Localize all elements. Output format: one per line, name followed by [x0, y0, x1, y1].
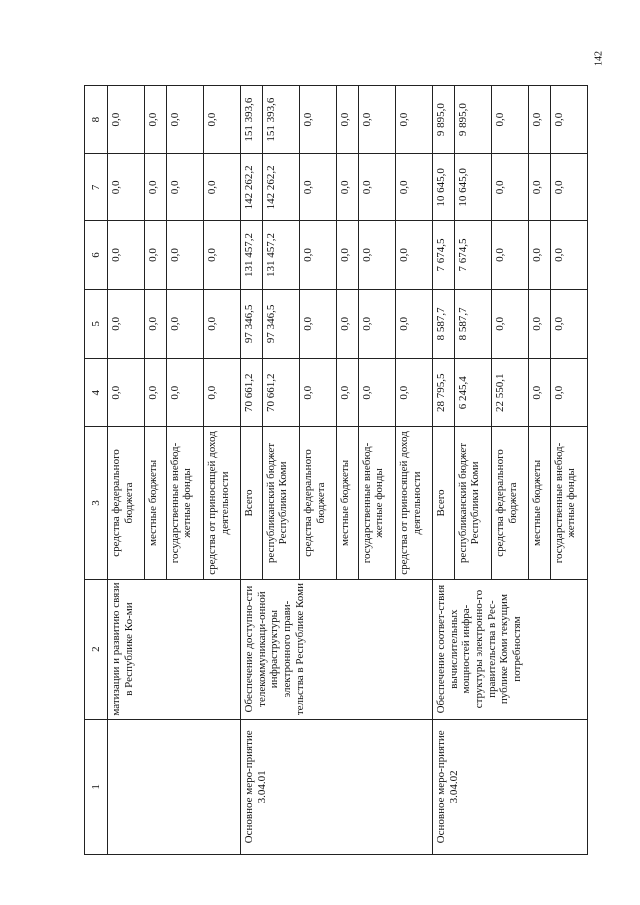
value-cell: 0,0: [529, 359, 551, 427]
value-cell: 0,0: [395, 289, 432, 358]
funding-source-cell: местные бюджеты: [337, 427, 359, 579]
value-cell: 0,0: [337, 221, 359, 289]
value-cell: 0,0: [166, 221, 203, 289]
value-cell: 131 457,2: [241, 221, 263, 289]
value-cell: 0,0: [395, 154, 432, 221]
value-cell: 0,0: [550, 289, 587, 358]
header-cell-5: 5: [85, 289, 108, 358]
value-cell: 151 393,6: [262, 86, 299, 154]
value-cell: 0,0: [550, 359, 587, 427]
header-row: [85, 86, 108, 855]
value-cell: 142 262,2: [241, 154, 263, 221]
value-cell: 0,0: [337, 154, 359, 221]
funding-source-cell: средства федерального бюджета: [299, 427, 336, 579]
value-cell: 0,0: [145, 86, 167, 154]
page-number: 142: [593, 51, 605, 66]
value-cell: 0,0: [491, 86, 528, 154]
funding-source-cell: средства от приносящей доход деятельности: [203, 427, 240, 579]
value-cell: 0,0: [337, 289, 359, 358]
value-cell: 0,0: [358, 86, 395, 154]
value-cell: 0,0: [491, 221, 528, 289]
value-cell: 8 587,7: [454, 289, 491, 358]
measure-description-cell: Обеспечение доступно-сти телекоммуникаци-онной инфраструктуры электронного прави-тельства в Республике Коми: [241, 579, 433, 719]
value-cell: 0,0: [529, 86, 551, 154]
value-cell: 0,0: [337, 359, 359, 427]
funding-source-cell: средства федерального бюджета: [108, 427, 145, 579]
value-cell: 97 346,5: [241, 289, 263, 358]
measure-description-cell: матизации и развитию связи в Республике Ко-ми: [108, 579, 241, 719]
value-cell: 6 245,4: [454, 359, 491, 427]
value-cell: 0,0: [299, 154, 336, 221]
value-cell: 151 393,6: [241, 86, 263, 154]
table-row: [108, 86, 145, 855]
value-cell: 0,0: [203, 221, 240, 289]
value-cell: 0,0: [299, 359, 336, 427]
value-cell: 0,0: [358, 289, 395, 358]
value-cell: 10 645,0: [454, 154, 491, 221]
table-row: [433, 86, 455, 855]
value-cell: 0,0: [108, 221, 145, 289]
funding-source-cell: республиканский бюджет Республики Коми: [454, 427, 491, 579]
value-cell: 0,0: [108, 359, 145, 427]
value-cell: 28 795,5: [433, 359, 455, 427]
value-cell: 0,0: [203, 359, 240, 427]
header-cell-8: 8: [85, 86, 108, 154]
funding-source-cell: республиканский бюджет Республики Коми: [262, 427, 299, 579]
value-cell: 0,0: [203, 86, 240, 154]
value-cell: 0,0: [395, 86, 432, 154]
value-cell: 0,0: [299, 86, 336, 154]
value-cell: 0,0: [550, 221, 587, 289]
value-cell: 8 587,7: [433, 289, 455, 358]
header-cell-6: 6: [85, 221, 108, 289]
value-cell: 0,0: [108, 86, 145, 154]
funding-source-cell: Всего: [433, 427, 455, 579]
value-cell: 10 645,0: [433, 154, 455, 221]
value-cell: 0,0: [550, 86, 587, 154]
header-cell-2: 2: [85, 579, 108, 719]
value-cell: 0,0: [145, 289, 167, 358]
value-cell: 0,0: [529, 154, 551, 221]
value-cell: 7 674,5: [454, 221, 491, 289]
value-cell: 0,0: [337, 86, 359, 154]
value-cell: 0,0: [529, 289, 551, 358]
measure-name-cell: Основное меро-приятие 3.04.01: [241, 719, 433, 854]
value-cell: 9 895,0: [433, 86, 455, 154]
value-cell: 0,0: [529, 221, 551, 289]
header-cell-1: 1: [85, 719, 108, 854]
value-cell: 0,0: [358, 154, 395, 221]
value-cell: 97 346,5: [262, 289, 299, 358]
value-cell: 0,0: [299, 221, 336, 289]
value-cell: 0,0: [358, 359, 395, 427]
table-row: [241, 86, 263, 855]
value-cell: 0,0: [358, 221, 395, 289]
value-cell: 70 661,2: [262, 359, 299, 427]
value-cell: 0,0: [395, 359, 432, 427]
funding-source-cell: государственные внебюд-жетные фонды: [166, 427, 203, 579]
measure-name-cell: Основное меро-приятие 3.04.02: [433, 719, 588, 854]
value-cell: 0,0: [203, 289, 240, 358]
funding-source-cell: Всего: [241, 427, 263, 579]
value-cell: 0,0: [108, 154, 145, 221]
value-cell: 0,0: [166, 154, 203, 221]
value-cell: 70 661,2: [241, 359, 263, 427]
measure-name-cell: [108, 719, 241, 854]
measure-description-cell: Обеспечение соответ-ствия вычислительных мощностей инфра-структуры электронно-го правительства в Рес-публике Коми текущим потребностям: [433, 579, 588, 719]
value-cell: 0,0: [145, 359, 167, 427]
rotated-table-container: [84, 85, 588, 855]
value-cell: 0,0: [203, 154, 240, 221]
value-cell: 0,0: [166, 289, 203, 358]
value-cell: 0,0: [166, 86, 203, 154]
value-cell: 0,0: [491, 154, 528, 221]
value-cell: 22 550,1: [491, 359, 528, 427]
value-cell: 0,0: [166, 359, 203, 427]
value-cell: 0,0: [108, 289, 145, 358]
header-cell-4: 4: [85, 359, 108, 427]
budget-table: [84, 85, 588, 855]
value-cell: 0,0: [550, 154, 587, 221]
header-cell-7: 7: [85, 154, 108, 221]
value-cell: 9 895,0: [454, 86, 491, 154]
funding-source-cell: средства федерального бюджета: [491, 427, 528, 579]
value-cell: 0,0: [145, 154, 167, 221]
value-cell: 142 262,2: [262, 154, 299, 221]
value-cell: 131 457,2: [262, 221, 299, 289]
funding-source-cell: государственные внебюд-жетные фонды: [358, 427, 395, 579]
header-cell-3: 3: [85, 427, 108, 579]
funding-source-cell: местные бюджеты: [529, 427, 551, 579]
value-cell: 7 674,5: [433, 221, 455, 289]
funding-source-cell: местные бюджеты: [145, 427, 167, 579]
value-cell: 0,0: [145, 221, 167, 289]
funding-source-cell: средства от приносящей доход деятельности: [395, 427, 432, 579]
value-cell: 0,0: [299, 289, 336, 358]
funding-source-cell: государственные внебюд-жетные фонды: [550, 427, 587, 579]
value-cell: 0,0: [395, 221, 432, 289]
value-cell: 0,0: [491, 289, 528, 358]
